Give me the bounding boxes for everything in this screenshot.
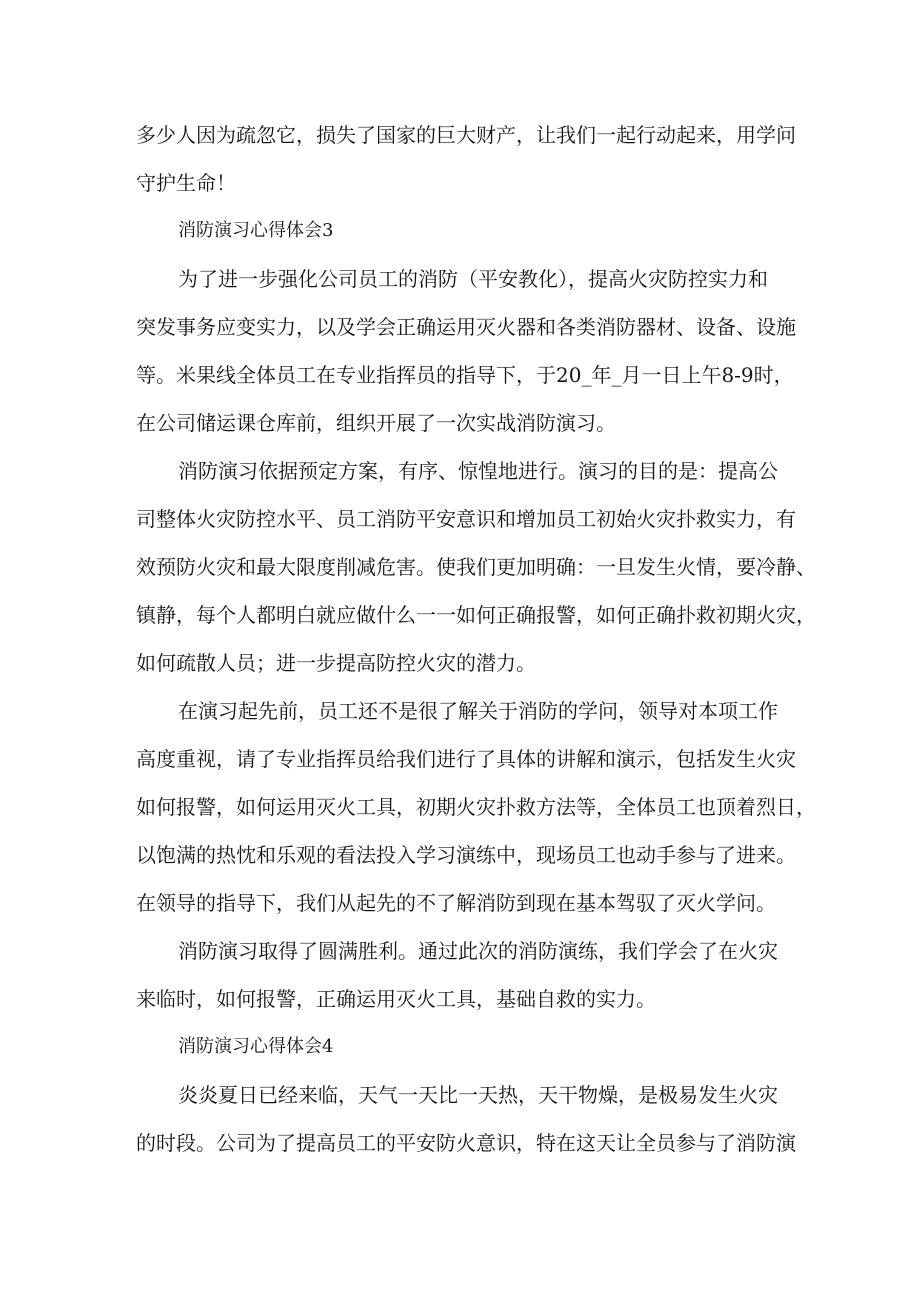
section-heading: 消防演习心得体会4 [178,1036,334,1057]
text-line: 在领导的指导下，我们从起先的不了解消防到现在基本驾驭了灭火学问。 [136,891,776,915]
text-line: 效预防火灾和最大限度削减危害。使我们更加明确：一旦发生火情，要冷静、 [136,555,816,579]
text-line: 如何疏散人员；进一步提高防控火灾的潜力。 [136,651,536,675]
text-line: 守护生命！ [136,171,236,195]
text-line: 在公司储运课仓库前，组织开展了一次实战消防演习。 [136,411,616,435]
text-line: 在演习起先前，员工还不是很了解关于消防的学问，领导对本项工作 [178,699,778,723]
text-line: 为了进一步强化公司员工的消防（平安教化），提高火灾防控实力和 [178,267,768,291]
text-line: 突发事务应变实力，以及学会正确运用灭火器和各类消防器材、设备、设施 [136,315,796,339]
text-line: 司整体火灾防控水平、员工消防平安意识和增加员工初始火灾扑救实力，有 [136,507,796,531]
text-line: 消防演习取得了圆满胜利。通过此次的消防演练，我们学会了在火灾 [178,939,778,963]
text-line: 高度重视，请了专业指挥员给我们进行了具体的讲解和演示，包括发生火灾 [136,747,796,771]
text-line: 如何报警，如何运用灭火工具，初期火灾扑救方法等，全体员工也顶着烈日， [136,795,816,819]
text-line: 的时段。公司为了提高员工的平安防火意识，特在这天让全员参与了消防演 [136,1131,796,1155]
section-heading: 消防演习心得体会3 [178,220,334,241]
text-line: 来临时，如何报警，正确运用灭火工具，基础自救的实力。 [136,987,656,1011]
text-line: 等。米果线全体员工在专业指挥员的指导下，于20_年_月一日上午8-9时， [136,363,794,387]
text-line: 炎炎夏日已经来临，天气一天比一天热，天干物燥，是极易发生火灾 [178,1083,778,1107]
text-line: 镇静，每个人都明白就应做什么一一如何正确报警，如何正确扑救初期火灾， [136,603,816,627]
text-line: 以饱满的热忱和乐观的看法投入学习演练中，现场员工也动手参与了进来。 [136,843,796,867]
text-line: 消防演习依据预定方案，有序、惊惶地进行。演习的目的是：提高公 [178,459,778,483]
text-line: 多少人因为疏忽它，损失了国家的巨大财产，让我们一起行动起来，用学问 [136,123,796,147]
